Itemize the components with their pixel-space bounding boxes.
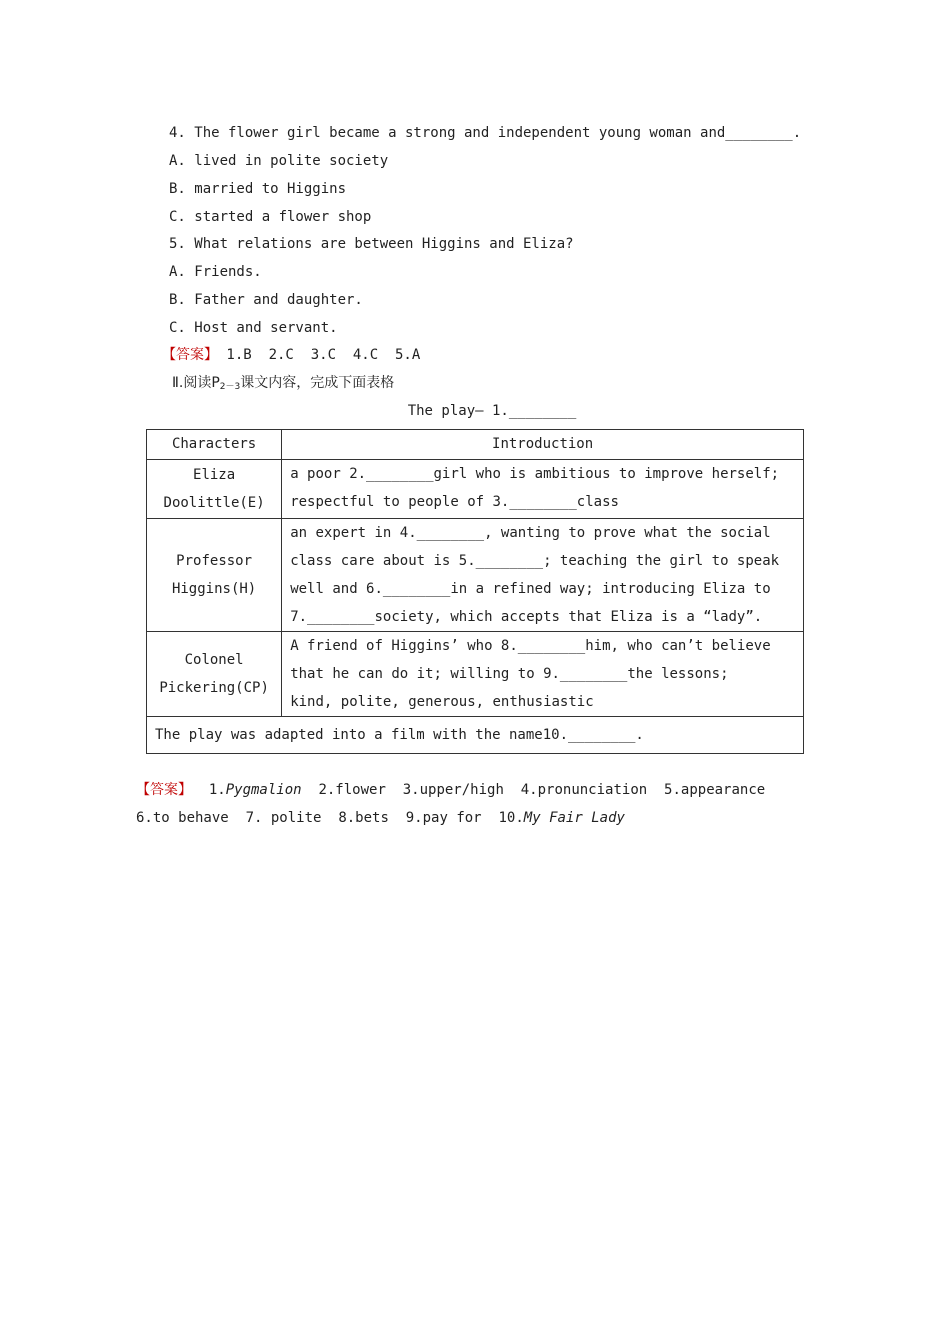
intro-line: a poor 2.________girl who is ambitious to improve herself; (290, 466, 780, 482)
character-intro (282, 519, 804, 632)
character-intro (282, 460, 804, 519)
intro-line: an expert in 4.________, wanting to prove what the social (290, 525, 771, 541)
table-header-row (147, 430, 804, 460)
header-characters: Characters (147, 430, 282, 460)
intro-line: class care about is 5.________; teaching the girl to speak (290, 553, 780, 569)
character-name-line: Professor (176, 553, 253, 569)
answer-item: 1.Pygmalion (208, 782, 302, 798)
character-name-line: Pickering(CP) (159, 680, 269, 696)
answer-block-2-line-2 (136, 804, 625, 832)
table-title: The play— 1.________ (407, 403, 577, 419)
question-5-option-c: C. Host and servant. (169, 320, 338, 336)
question-5-stem: 5. What relations are between Higgins and Eliza? (169, 236, 574, 252)
section-2-subscript: 2－3 (219, 382, 241, 392)
table-footer: The play was adapted into a film with the name10.________. (147, 717, 804, 754)
intro-line: A friend of Higgins’ who 8.________him, who can’t believe (290, 638, 771, 654)
answer-item: 8.bets (338, 810, 389, 826)
answer-label: 【答案】 (136, 782, 192, 798)
character-name-line: Doolittle(E) (163, 495, 265, 511)
answer-item: 4.pronunciation (520, 782, 648, 798)
table-footer-row (147, 717, 804, 754)
question-4-option-b: B. married to Higgins (169, 181, 347, 197)
answer-item: 3.upper/high (402, 782, 504, 798)
intro-line: well and 6.________in a refined way; introducing Eliza to (290, 581, 771, 597)
table-row (147, 460, 804, 519)
character-name (147, 460, 282, 519)
section-2-prefix: Ⅱ.阅读P (172, 375, 220, 391)
section-2-heading (172, 373, 394, 393)
table-row (147, 519, 804, 632)
answer-item: 6.to behave (136, 810, 229, 826)
section-2-suffix: 课文内容，完成下面表格 (240, 375, 395, 391)
answer-item: 2.flower (318, 782, 386, 798)
intro-line: 7.________society, which accepts that Eliza is a “lady”. (290, 609, 763, 625)
answer-label: 【答案】 (162, 347, 218, 363)
answer-item: 7. polite (245, 810, 322, 826)
header-introduction: Introduction (282, 430, 804, 460)
character-name-line: Higgins(H) (171, 581, 257, 597)
intro-line: kind, polite, generous, enthusiastic (290, 694, 594, 710)
question-4-option-a: A. lived in polite society (169, 153, 389, 169)
character-name (147, 632, 282, 717)
question-5-option-b: B. Father and daughter. (169, 292, 363, 308)
question-5-option-a: A. Friends. (169, 264, 262, 280)
intro-line: that he can do it; willing to 9.________the lessons; (290, 666, 729, 682)
answer-block-1 (162, 345, 420, 365)
intro-line: respectful to people of 3.________class (290, 494, 619, 510)
character-name-line: Colonel (184, 652, 244, 668)
answer-block-2-line-1 (136, 776, 765, 804)
character-table (146, 429, 804, 754)
table-row (147, 632, 804, 717)
character-name (147, 519, 282, 632)
answer-item: 10.My Fair Lady (498, 810, 625, 826)
question-4-stem: 4. The flower girl became a strong and independent young woman and________. (169, 125, 802, 141)
character-name-line: Eliza (193, 467, 236, 483)
answer-item: 5.appearance (664, 782, 766, 798)
answer-text: 1.B 2.C 3.C 4.C 5.A (218, 347, 421, 363)
answer-item: 9.pay for (405, 810, 482, 826)
question-4-option-c: C. started a flower shop (169, 209, 372, 225)
character-intro (282, 632, 804, 717)
